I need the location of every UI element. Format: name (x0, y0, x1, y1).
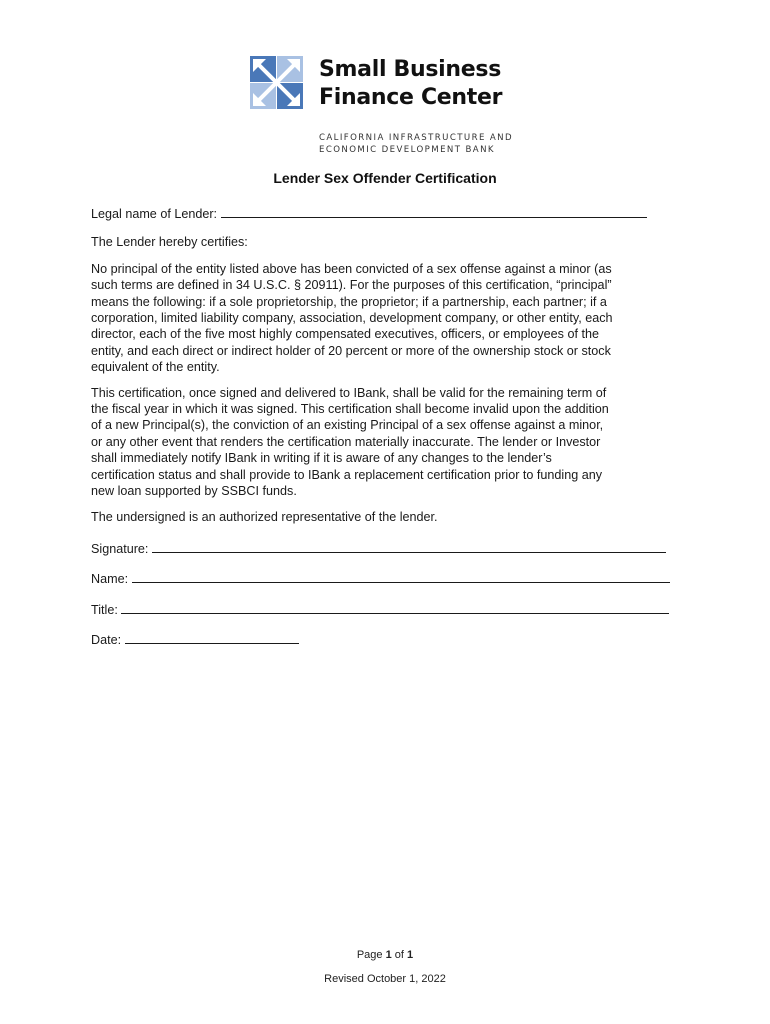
date-blank[interactable] (125, 631, 299, 644)
org-name (319, 56, 502, 112)
name-label: Name: (91, 572, 129, 587)
paragraph-line: This certification, once signed and delivered to IBank, shall be valid for the remaining term of (91, 385, 607, 400)
arrows-logo-icon (250, 56, 303, 109)
paragraph-line: of a new Principal(s), the conviction of an existing Principal of a sex offense against a minor, (91, 418, 604, 433)
document-body (91, 205, 681, 662)
validity-paragraph (91, 385, 681, 500)
signature-blank[interactable] (152, 540, 666, 553)
page-total: 1 (407, 949, 414, 961)
paragraph-line: No principal of the entity listed above has been convicted of a sex offense against a minor (as (91, 261, 612, 276)
name-field (91, 570, 681, 587)
org-subtitle (319, 132, 513, 156)
paragraph-line: director, each of the five most highly compensated executives, officers, or employees of the (91, 327, 599, 342)
org-subtitle-line2: ECONOMIC DEVELOPMENT BANK (319, 145, 495, 155)
lender-name-field (91, 205, 681, 222)
paragraph-line: equivalent of the entity. (91, 360, 220, 375)
paragraph-line: such terms are defined in 34 U.S.C. § 20911). For the purposes of this certification, “principal” (91, 278, 612, 293)
principal-definition-paragraph (91, 261, 681, 376)
certifies-text: The Lender hereby certifies: (91, 235, 248, 250)
date-field (91, 631, 681, 648)
title-blank[interactable] (121, 601, 669, 614)
name-blank[interactable] (132, 570, 670, 583)
signature-field (91, 540, 681, 557)
paragraph-line: or any other event that renders the certification materially inaccurate. The lender or Investor (91, 434, 601, 449)
paragraph-line: certification status and shall provide to IBank a replacement certification prior to funding any (91, 467, 603, 482)
page-prefix: Page (356, 949, 386, 961)
lender-name-blank[interactable] (221, 205, 647, 218)
revised-date: Revised October 1, 2022 (324, 973, 446, 985)
lender-name-label: Legal name of Lender: (91, 207, 218, 221)
org-subtitle-line1: CALIFORNIA INFRASTRUCTURE AND (319, 133, 514, 143)
document-title: Lender Sex Offender Certification (273, 170, 497, 186)
paragraph-line: new loan supported by SSBCI funds. (91, 484, 297, 499)
title-field (91, 601, 681, 618)
page-current: 1 (385, 949, 392, 961)
org-name-line2: Finance Center (319, 85, 503, 110)
paragraph-line: the fiscal year in which it was signed. This certification shall become invalid upon the addition (91, 402, 609, 417)
paragraph-line: corporation, limited liability company, association, development company, or other entity, each (91, 311, 613, 326)
paragraph-line: shall immediately notify IBank in writing if it is aware of any changes to the lender’s (91, 451, 552, 466)
undersigned-text: The undersigned is an authorized representative of the lender. (91, 509, 438, 524)
org-name-line1: Small Business (319, 57, 501, 82)
title-label: Title: (91, 602, 118, 617)
date-label: Date: (91, 633, 122, 648)
paragraph-line: means the following: if a sole proprietorship, the proprietor; if a partnership, each partner; if a (91, 294, 607, 309)
signature-label: Signature: (91, 541, 149, 556)
org-logo (250, 56, 550, 166)
page-of: of (391, 949, 408, 961)
paragraph-line: entity, and each direct or indirect holder of 20 percent or more of the ownership stock or stock (91, 343, 611, 358)
page-number (0, 949, 770, 961)
